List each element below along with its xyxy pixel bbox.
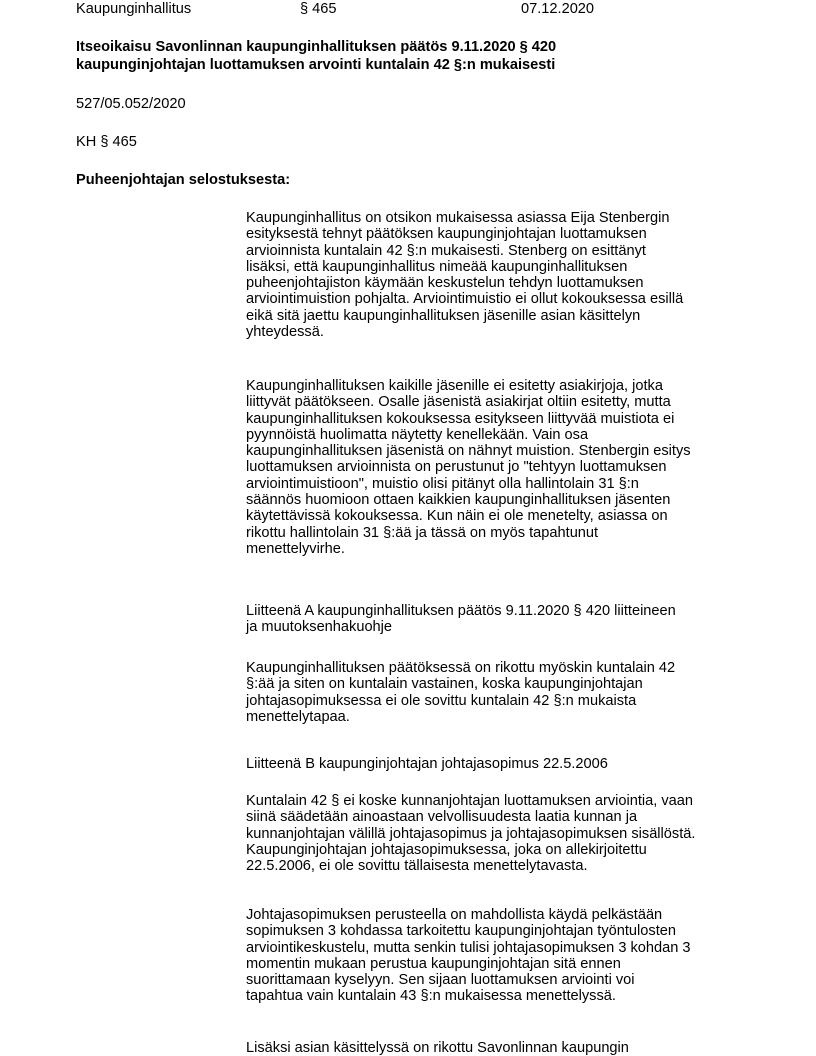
paragraph-line: arviointikeskustelu, mutta senkin tulisi johtajasopimuksen 3 kohdan 3 bbox=[246, 939, 691, 956]
paragraph-line: momentin mukaan perustua kaupunginjohtajan sitä ennen bbox=[246, 955, 621, 972]
paragraph-line: johtajasopimuksessa ei ole sovittu kuntalain 42 §:n mukaista bbox=[246, 692, 637, 709]
paragraph-line: sopimuksen 3 kohdassa tarkoitettu kaupunginjohtajan työntulosten bbox=[246, 923, 676, 940]
paragraph-line: Kaupunginhallituksen kaikille jäsenille ei esitetty asiakirjoja, jotka bbox=[246, 378, 663, 394]
header-section: § 465 bbox=[300, 1, 337, 17]
title-line: Itseoikaisu Savonlinnan kaupunginhallituksen päätös 9.11.2020 § 420 bbox=[76, 39, 557, 55]
paragraph-line: kunnanjohtajan välillä johtajasopimus ja johtajasopimuksen sisällöstä. bbox=[246, 825, 696, 842]
paragraph-line: menettelyvirhe. bbox=[246, 540, 345, 557]
paragraph-line: lisäksi, että kaupunginhallitus nimeää kaupunginhallituksen bbox=[246, 258, 628, 275]
paragraph-line: kaupunginhallituksen jäsenistä on nähnyt muistion. Stenbergin esitys bbox=[246, 443, 691, 460]
record-number: 527/05.052/2020 bbox=[76, 96, 186, 112]
header-body: Kaupunginhallitus bbox=[76, 1, 192, 17]
paragraph-line: tapahtua vain kuntalain 43 §:n mukaisessa menettelyssä. bbox=[246, 988, 616, 1005]
paragraph-line: arvioinnista kuntalain 42 §:n mukaisesti. Stenberg on esittänyt bbox=[246, 242, 646, 259]
paragraph-line: rikottu hallintolain 31 §:ää ja tässä on myös tapahtunut bbox=[246, 524, 599, 541]
paragraph-line: arviointimuistion pohjalta. Arviointimuistio ei ollut kokouksessa esillä bbox=[246, 291, 684, 308]
paragraph-line: luottamuksen arvioinnista on perustunut jo "tehtyyn luottamuksen bbox=[246, 459, 667, 476]
paragraph bbox=[246, 378, 766, 557]
paragraph-line: liittyvät päätökseen. Osalle jäsenistä asiakirjat oltiin esitetty, mutta bbox=[246, 394, 671, 411]
paragraph-line: Kaupunginhallituksen päätöksessä on rikottu myöskin kuntalain 42 bbox=[246, 660, 676, 676]
paragraph-line: Lisäksi asian käsittelyssä on rikottu Savonlinnan kaupungin bbox=[246, 1040, 629, 1056]
paragraph-line: käytettävissä kokouksessa. Kun näin ei ole menetelty, asiassa on bbox=[246, 508, 668, 525]
paragraph-line: pyynnöistä huolimatta näytetty kenellekään. Vain osa bbox=[246, 426, 589, 443]
paragraph bbox=[246, 603, 766, 636]
paragraph-line: Kaupunginhallitus on otsikon mukaisessa asiassa Eija Stenbergin bbox=[246, 210, 670, 226]
paragraph bbox=[246, 1040, 766, 1056]
paragraph bbox=[246, 660, 766, 725]
paragraph-line: esityksestä tehnyt päätöksen kaupunginjohtajan luottamuksen bbox=[246, 226, 647, 243]
subheading: Puheenjohtajan selostuksesta: bbox=[76, 172, 291, 188]
paragraph-line: suorittamaan kyselyyn. Sen sijaan luottamuksen arviointi voi bbox=[246, 972, 635, 989]
paragraph-line: yhteydessä. bbox=[246, 324, 324, 341]
paragraph bbox=[246, 210, 766, 340]
header-date: 07.12.2020 bbox=[521, 1, 595, 17]
kh-section: KH § 465 bbox=[76, 134, 137, 150]
paragraph bbox=[246, 907, 766, 1005]
paragraph-line: menettelytapaa. bbox=[246, 708, 350, 725]
paragraph bbox=[246, 756, 766, 772]
paragraph-line: kaupunginhallituksen kokouksessa esitykseen liittyvää muistiota ei bbox=[246, 410, 675, 427]
paragraph-line: puheenjohtajiston käymään keskustelun tehdyn luottamuksen bbox=[246, 275, 644, 292]
paragraph-line: eikä sitä jaettu kaupunginhallituksen jäsenille asian käsittelyn bbox=[246, 307, 641, 324]
paragraph-line: Kuntalain 42 § ei koske kunnanjohtajan luottamuksen arviointia, vaan bbox=[246, 793, 694, 809]
paragraph-line: 22.5.2006, ei ole sovittu tällaisesta menettelytavasta. bbox=[246, 858, 588, 875]
paragraph bbox=[246, 793, 766, 874]
paragraph-line: Kaupunginjohtajan johtajasopimuksessa, joka on allekirjoitettu bbox=[246, 841, 647, 858]
paragraph-line: Liitteenä A kaupunginhallituksen päätös 9.11.2020 § 420 liitteineen bbox=[246, 603, 676, 619]
paragraph-line: Liitteenä B kaupunginjohtajan johtajasopimus 22.5.2006 bbox=[246, 756, 608, 772]
paragraph-line: säännös huomioon ottaen kaikkien kaupunginhallituksen jäsenten bbox=[246, 492, 671, 509]
document-title bbox=[76, 38, 556, 74]
paragraph-line: siinä säädetään ainoastaan velvollisuudesta laatia kunnan ja bbox=[246, 809, 638, 826]
paragraph-line: ja muutoksenhakuohje bbox=[246, 619, 393, 636]
paragraph-line: Johtajasopimuksen perusteella on mahdollista käydä pelkästään bbox=[246, 907, 663, 923]
paragraph-line: arviointimuistioon", muistio olisi pitänyt olla hallintolain 31 §:n bbox=[246, 475, 639, 492]
title-line: kaupunginjohtajan luottamuksen arvointi kuntalain 42 §:n mukaisesti bbox=[76, 57, 556, 73]
paragraph-line: §:ää ja siten on kuntalain vastainen, koska kaupunginjohtajan bbox=[246, 676, 643, 693]
